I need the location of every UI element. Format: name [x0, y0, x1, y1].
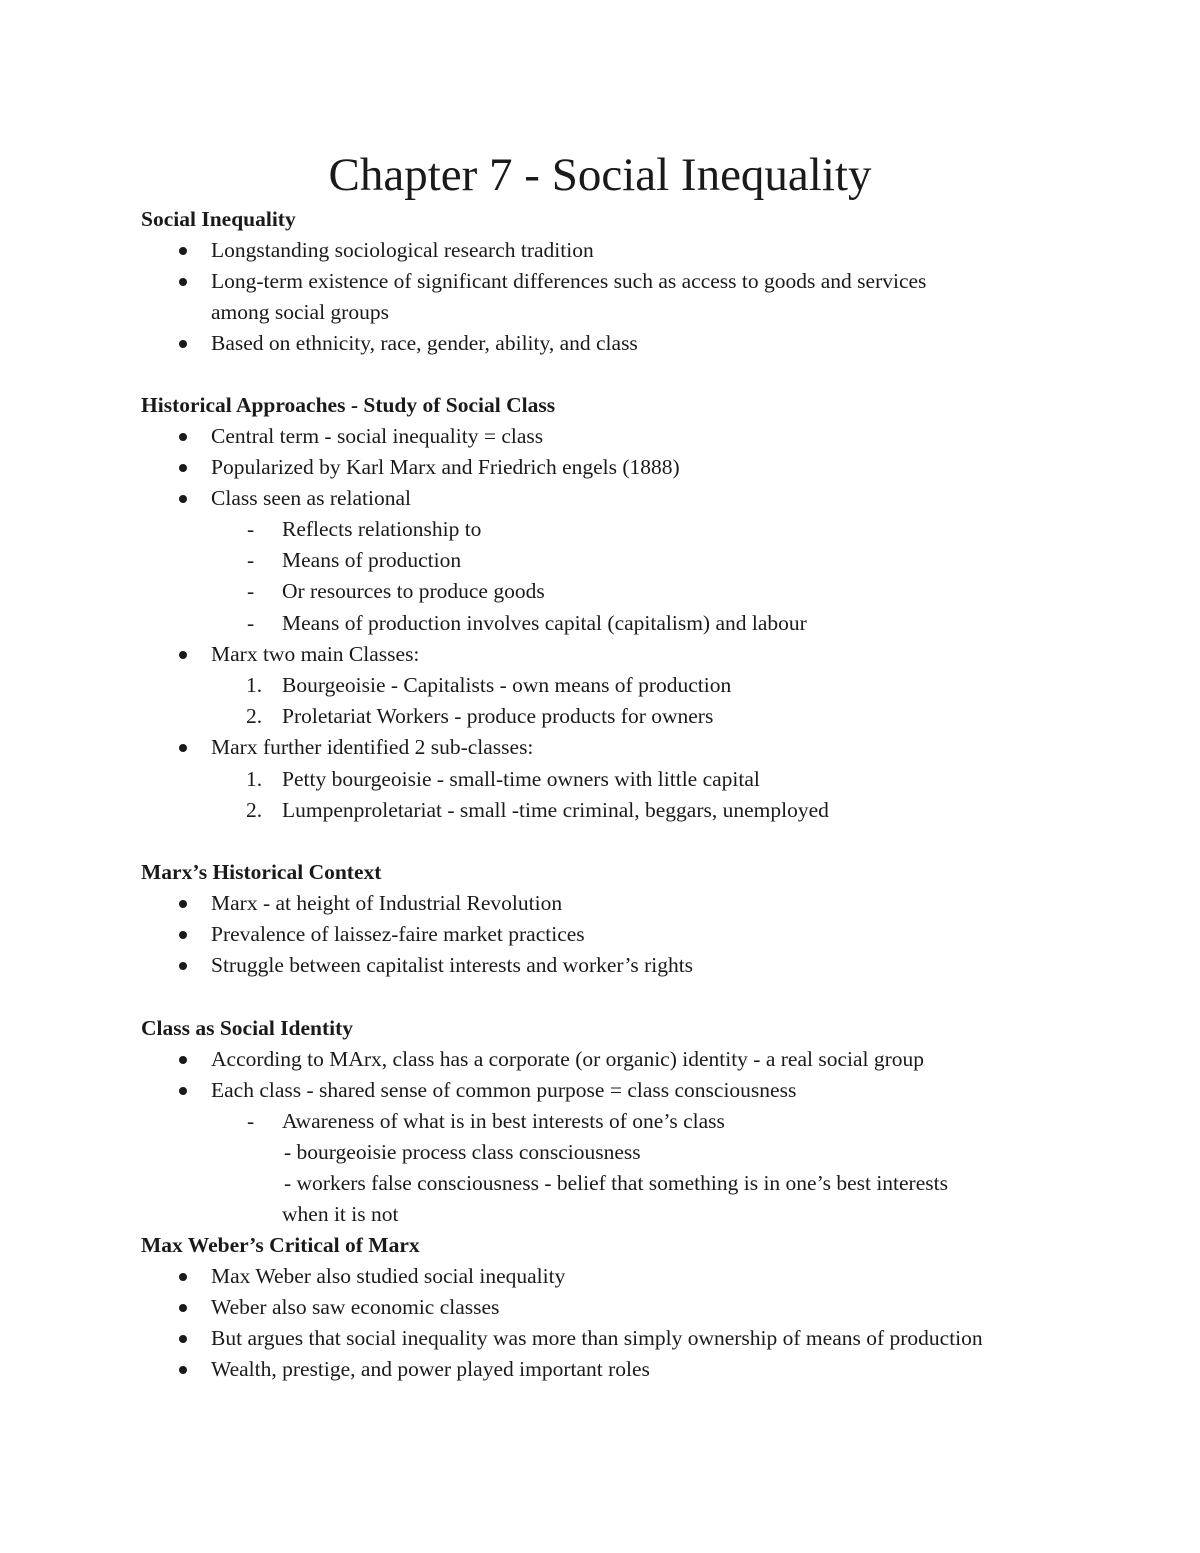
- sub-list-item: Or resources to produce goods: [282, 579, 545, 603]
- list-item: Max Weber also studied social inequality: [211, 1264, 566, 1288]
- sub-list-item: Awareness of what is in best interests of one’s class: [282, 1109, 725, 1133]
- list-item: Wealth, prestige, and power played important roles: [211, 1357, 650, 1381]
- page-title: Chapter 7 - Social Inequality: [328, 149, 872, 201]
- list-item: Each class - shared sense of common purpose = class consciousness: [211, 1078, 797, 1102]
- bullet-icon: [179, 1366, 187, 1374]
- bullet-icon: [179, 1335, 187, 1343]
- dash-marker: -: [247, 1109, 255, 1133]
- section-heading-historical-approaches: Historical Approaches - Study of Social Class: [141, 393, 556, 417]
- section-heading-weber-critical: Max Weber’s Critical of Marx: [141, 1233, 420, 1257]
- list-item: Weber also saw economic classes: [211, 1295, 500, 1319]
- sub-sub-list-item: - workers false consciousness - belief that something is in one’s best interests: [284, 1171, 948, 1195]
- bullet-icon: [179, 1304, 187, 1312]
- list-item: Longstanding sociological research tradition: [211, 238, 594, 262]
- section-heading-class-identity: Class as Social Identity: [141, 1016, 354, 1040]
- list-item: Struggle between capitalist interests and worker’s rights: [211, 953, 694, 977]
- dash-marker: -: [247, 548, 255, 572]
- list-item-continuation: among social groups: [211, 300, 389, 324]
- bullet-icon: [179, 495, 187, 503]
- section-heading-marx-context: Marx’s Historical Context: [141, 860, 382, 884]
- list-item: Marx two main Classes:: [211, 642, 420, 666]
- sub-list-item: Reflects relationship to: [282, 517, 482, 541]
- list-item: Central term - social inequality = class: [211, 424, 544, 448]
- dash-marker: -: [247, 611, 255, 635]
- number-marker: 2.: [246, 704, 263, 728]
- list-item: Marx - at height of Industrial Revolution: [211, 891, 563, 915]
- number-marker: 2.: [246, 798, 263, 822]
- list-item: According to MArx, class has a corporate (or organic) identity - a real social group: [211, 1047, 925, 1071]
- section-heading-social-inequality: Social Inequality: [141, 207, 296, 231]
- bullet-icon: [179, 900, 187, 908]
- list-item: Marx further identified 2 sub-classes:: [211, 735, 534, 759]
- sub-sub-list-item-continuation: when it is not: [282, 1202, 399, 1226]
- list-item: Class seen as relational: [211, 486, 412, 510]
- bullet-icon: [179, 1056, 187, 1064]
- bullet-icon: [179, 962, 187, 970]
- numbered-item: Lumpenproletariat - small -time criminal, beggars, unemployed: [282, 798, 829, 822]
- numbered-item: Proletariat Workers - produce products for owners: [282, 704, 714, 728]
- list-item: Prevalence of laissez-faire market practices: [211, 922, 585, 946]
- bullet-icon: [179, 1273, 187, 1281]
- number-marker: 1.: [246, 767, 263, 791]
- dash-marker: -: [247, 579, 255, 603]
- list-item: Based on ethnicity, race, gender, ability, and class: [211, 331, 638, 355]
- bullet-icon: [179, 744, 187, 752]
- bullet-icon: [179, 931, 187, 939]
- sub-list-item: Means of production: [282, 548, 462, 572]
- numbered-item: Bourgeoisie - Capitalists - own means of production: [282, 673, 732, 697]
- bullet-icon: [179, 1087, 187, 1095]
- bullet-icon: [179, 247, 187, 255]
- list-item: Popularized by Karl Marx and Friedrich engels (1888): [211, 455, 680, 479]
- bullet-icon: [179, 340, 187, 348]
- numbered-item: Petty bourgeoisie - small-time owners with little capital: [282, 767, 760, 791]
- dash-marker: -: [247, 517, 255, 541]
- bullet-icon: [179, 464, 187, 472]
- sub-list-item: Means of production involves capital (capitalism) and labour: [282, 611, 807, 635]
- list-item: But argues that social inequality was more than simply ownership of means of production: [211, 1326, 983, 1350]
- number-marker: 1.: [246, 673, 263, 697]
- sub-sub-list-item: - bourgeoisie process class consciousness: [284, 1140, 641, 1164]
- bullet-icon: [179, 433, 187, 441]
- list-item: Long-term existence of significant differences such as access to goods and services: [211, 269, 927, 293]
- bullet-icon: [179, 278, 187, 286]
- bullet-icon: [179, 651, 187, 659]
